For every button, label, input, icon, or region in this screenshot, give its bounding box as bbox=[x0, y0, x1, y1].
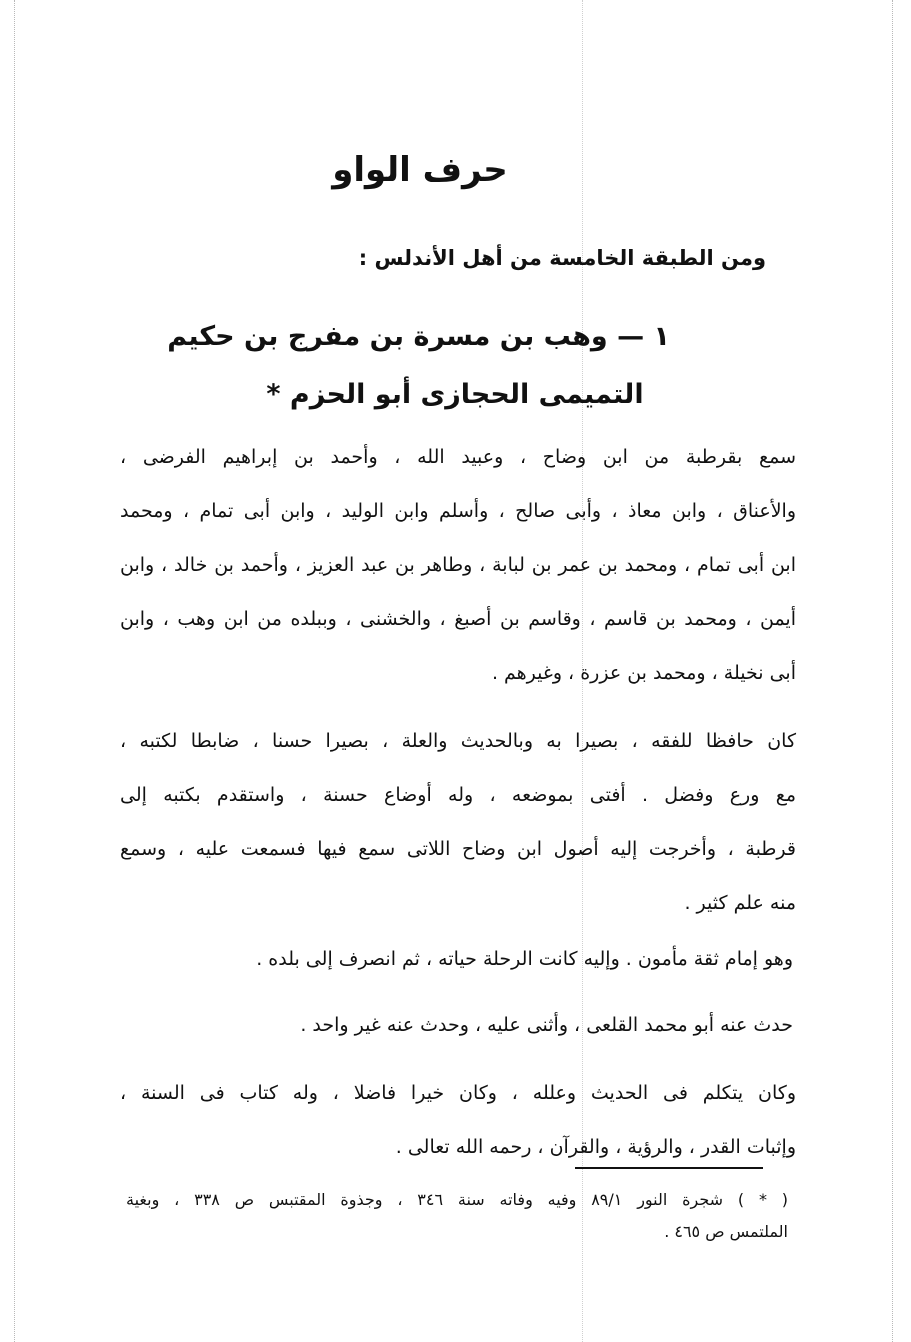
paragraph-description bbox=[120, 714, 796, 930]
footnote-line: الملتمس ص ٤٦٥ . bbox=[664, 1222, 788, 1241]
chapter-heading: حرف الواو bbox=[332, 150, 508, 190]
text-line: قرطبة ، وأخرجت إليه أصول ابن وضاح اللاتى سمع فيها فسمعت عليه ، وسمع bbox=[120, 838, 796, 860]
entry-title-line: التميمى الحجازى أبو الحزم * bbox=[266, 379, 644, 410]
text-line: وهو إمام ثقة مأمون . وإليه كانت الرحلة حياته ، ثم انصرف إلى بلده . bbox=[256, 948, 793, 970]
text-line: ابن أبى تمام ، ومحمد بن عمر بن لبابة ، وطاهر بن عبد العزيز ، وأحمد بن خالد ، وابن bbox=[120, 554, 796, 576]
footnote bbox=[126, 1184, 788, 1248]
text-line: أبى نخيلة ، ومحمد بن عزرة ، وغيرهم . bbox=[491, 662, 796, 684]
text-line: وإثبات القدر ، والرؤية ، والقرآن ، رحمه الله تعالى . bbox=[395, 1136, 796, 1158]
scan-artifact-line bbox=[14, 0, 15, 1342]
text-line: وكان يتكلم فى الحديث وعلله ، وكان خيرا فاضلا ، وله كتاب فى السنة ، bbox=[120, 1082, 796, 1104]
text-line: حدث عنه أبو محمد القلعى ، وأثنى عليه ، وحدث عنه غير واحد . bbox=[300, 1014, 793, 1036]
text-line: والأعناق ، وابن معاذ ، وأبى صالح ، وأسلم وابن الوليد ، وابن أبى تمام ، ومحمد bbox=[120, 500, 796, 522]
footnote-separator bbox=[575, 1167, 763, 1169]
footnote-line: ( * ) شجرة النور ٨٩/١ وفيه وفاته سنة ٣٤٦ ، وجذوة المقتبس ص ٣٣٨ ، وبغية bbox=[126, 1190, 789, 1209]
section-intro: ومن الطبقة الخامسة من أهل الأندلس : bbox=[358, 246, 766, 270]
text-line: كان حافظا للفقه ، بصيرا به وبالحديث والعلة ، بصيرا حسنا ، ضابطا لكتبه ، bbox=[120, 730, 796, 752]
paragraph-teachers bbox=[120, 430, 796, 700]
text-line: منه علم كثير . bbox=[684, 892, 796, 914]
text-line: مع ورع وفضل . أفتى بموضعه ، وله أوضاع حسنة ، واستقدم بكتبه إلى bbox=[120, 784, 796, 806]
text-line: سمع بقرطبة من ابن وضاح ، وعبيد الله ، وأحمد بن إبراهيم الفرضى ، bbox=[120, 446, 796, 468]
scan-artifact-line bbox=[892, 0, 893, 1342]
text-line: أيمن ، ومحمد بن قاسم ، وقاسم بن أصبغ ، والخشنى ، وببلده من ابن وهب ، وابن bbox=[120, 608, 796, 630]
paragraph-works bbox=[120, 1066, 796, 1174]
entry-title-line: ١ — وهب بن مسرة بن مفرج بن حكيم bbox=[167, 321, 670, 352]
entry-title bbox=[167, 308, 670, 424]
